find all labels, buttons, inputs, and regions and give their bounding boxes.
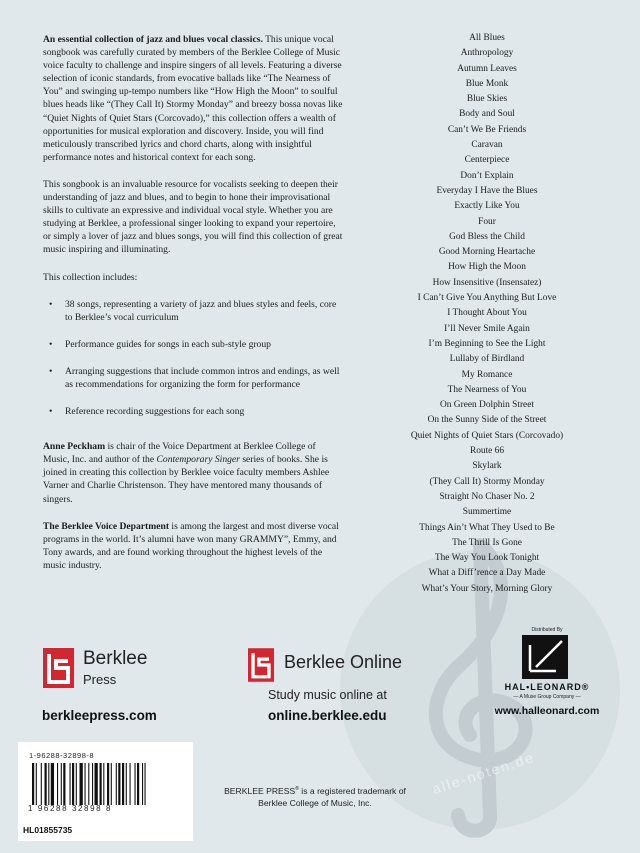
song-list-item: Straight No Chaser No. 2 [439,491,535,502]
barcode-bar [88,763,89,805]
barcode-bar [32,763,34,805]
song-list-item: Don’t Explain [460,170,514,181]
intro-paragraph [43,33,343,164]
audience-paragraph: This songbook is an invaluable resource for vocalists seeking to deepen their understanding of jazz and blues, and to begin to hone their improvisational skills to cultivate an expressive and individual vocal style. Whether you are studying at Berklee, a professional singer looking to expand your repertoire, or simply a lover of jazz and blues songs, you will find this collection of great music inspiring and illuminating. [43,178,343,256]
song-list-item: (They Call It) Stormy Monday [429,476,545,487]
song-list-item: How Insensitive (Insensatez) [432,277,542,288]
author-bio [43,440,343,505]
author-text: is chair of the Voice Department at Berklee College of Music, Inc. and author of the [43,441,316,466]
barcode-bar [142,763,143,805]
song-list-item: Route 66 [469,446,505,457]
song-list-item: The Way You Look Tonight [434,553,540,564]
berklee-online-url[interactable]: online.berklee.edu [268,708,387,723]
barcode-bar [103,763,104,805]
song-list-item: Everyday I Have the Blues [436,185,538,196]
intro-lead: An essential collection of jazz and blues vocal classics. [43,34,263,45]
muse-group-label: — A Muse Group Company — [513,694,581,700]
song-list-item: All Blues [469,33,505,43]
list-item: • Arranging suggestions that include common intros and endings, as well as recommendations for organizing the form for performance [43,365,343,391]
song-list-item: What a Diff’rence a Day Made [428,568,546,579]
author-book-title: Contemporary Singer [156,454,240,466]
hal-leonard-mark-icon [522,635,568,679]
barcode-bar [145,763,146,805]
song-list-item: Body and Soul [459,109,515,120]
barcode-bar [122,763,124,805]
distributed-by-label: Distributed By [531,627,563,633]
trademark-notice [190,783,440,809]
song-list-item: I’m Beginning to See the Light [428,338,546,349]
song-list-item: Summertime [462,507,512,518]
barcode-bar [85,763,86,805]
song-list-item: Autumn Leaves [457,63,517,74]
barcode-bar [135,763,136,805]
intro-body: This unique vocal songbook was carefully curated by members of the Berklee College of Music voice faculty to challenge and inspire singers of all levels. Featuring a diverse selection of iconic standards, from evocative ballads like “The Nearness of You” and swinging up-tempo numbers like “How High the Moon” to soulful blues heads like “(They Call It) Stormy Monday” and breezy bossa novas like “Quiet Nights of Quiet Stars (Corcovado),” this collection offers a wealth of opportunities for musical exploration and discovery. Inside, you will find meticulously transcribed lyrics and chord charts, along with insightful performance notes and historical context for each song. [43,34,343,163]
song-list-item: Can’t We Be Friends [447,124,527,135]
song-list-item: Things Ain’t What They Used to Be [419,522,555,533]
watermark: alle-noten.de [430,748,537,798]
hal-leonard-url[interactable]: www.halleonard.com [494,705,600,717]
song-list-item: On Green Dolphin Street [440,400,534,411]
barcode-bar [41,763,42,805]
berklee-mark-icon [43,648,74,688]
trademark-line-1 [190,783,440,797]
includes-label: This collection includes: [43,271,138,283]
barcode-bar [51,763,54,805]
registered-mark: ® [295,786,299,792]
list-item: • Performance guides for songs in each sub-style group [43,338,343,351]
barcode-bar [118,763,120,805]
list-item: • 38 songs, representing a variety of jazz and blues styles and feels, core to Berklee’s vocal curriculum [43,298,343,324]
song-list-item: Good Morning Heartache [438,247,536,258]
barcode-bar [126,763,127,805]
song-list-item: Blue Monk [465,78,509,89]
berklee-press-url[interactable]: berkleepress.com [42,708,157,723]
department-text: is among the largest and most diverse vocal programs in the world. It’s alumni have won many GRAMMY”, Emmy, and Tony awards, and are found working throughout the highest levels of the music industry. [43,520,339,571]
berklee-press-sub: Press [83,672,117,687]
barcode-digits: 1 96288 32898 8 [28,804,113,813]
trademark-line-2: Berklee College of Music, Inc. [258,797,372,808]
song-list-item: My Romance [461,369,513,380]
berklee-online-name: Berklee Online [284,652,403,672]
department-name: The Berklee Voice Department [43,520,170,532]
author-text-continued: series of books. She is joined in creating this collection by Berklee voice faculty members Ashlee Varner and Charlie Christenson. They have mentored many thousands of singers. [43,454,330,505]
trademark-text: is a registered trademark of [298,785,406,796]
berklee-press-name: Berklee [83,648,148,669]
song-list-item: Anthropology [460,48,514,59]
barcode-bar [130,763,131,805]
barcode-bar [107,763,109,805]
barcode-bar [63,763,65,805]
song-list-item: How High the Moon [448,262,526,273]
song-list-item: Blue Skies [466,94,508,105]
song-list-item: What’s Your Story, Morning Glory [421,583,553,594]
barcode-bar [72,763,74,805]
berklee-online-tagline: Study music online at [268,688,387,702]
song-list-item: Centerpiece [464,155,510,166]
department-bio [43,520,343,572]
hal-leonard-name: HAL•LEONARD® [504,682,590,692]
song-list-item: Caravan [471,140,503,151]
barcode-bar [95,763,98,805]
song-list-item: The Nearness of You [447,384,527,395]
barcode-bar [92,763,93,805]
barcode-bar [76,763,77,805]
song-list-item: Lullaby of Birdland [449,354,525,365]
includes-list [43,298,343,419]
song-list-item: On the Sunny Side of the Street [427,415,547,426]
publisher-logos [0,627,640,740]
barcode-bar [57,763,58,805]
barcode-bar [80,763,83,805]
barcode-bar [116,763,117,805]
song-list-item: I Thought About You [447,308,527,319]
barcode-bar [70,763,71,805]
berklee-mark-icon [248,648,274,682]
song-list-item: Four [478,216,496,227]
barcode-bar [61,763,62,805]
song-list-item: The Thrill Is Gone [452,537,522,548]
song-list-item: I Can’t Give You Anything But Love [417,293,557,304]
barcode-icon [32,763,182,805]
list-item: • Reference recording suggestions for each song [43,405,343,418]
author-name: Anne Peckham [43,441,106,453]
barcode-bar [111,763,112,805]
song-list-item: Quiet Nights of Quiet Stars (Corcovado) [410,430,564,441]
barcode-bar [100,763,102,805]
barcode-bar [48,763,49,805]
barcode-bar [36,763,37,805]
song-list-item: Exactly Like You [454,201,520,212]
sku-code: HL01855735 [23,825,73,835]
song-list-item: I’ll Never Smile Again [444,323,530,334]
song-list-item: Skylark [472,461,502,472]
barcode-box [18,742,193,841]
trademark-brand: BERKLEE PRESS [224,785,296,796]
barcode-bar [137,763,139,805]
song-list-item: God Bless the Child [449,231,525,242]
description-column [43,33,343,586]
barcode-bar [45,763,47,805]
isbn-text: 1-96288-32898-8 [29,751,95,760]
song-list [372,31,602,597]
